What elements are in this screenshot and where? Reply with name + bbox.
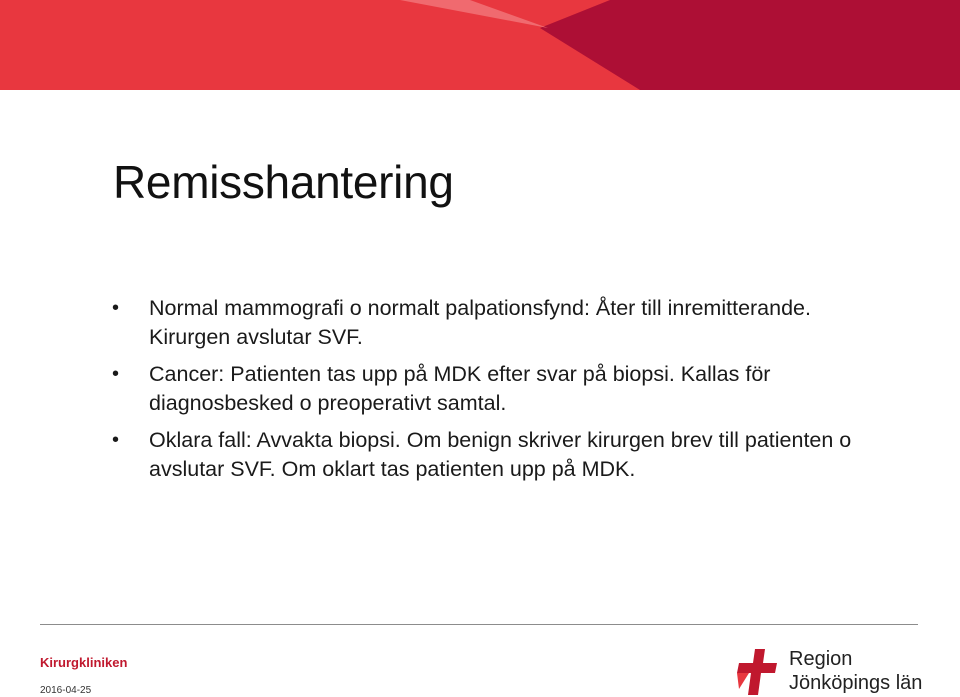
footer-divider — [40, 624, 918, 625]
bullet-item — [112, 294, 872, 352]
bullet-dot: • — [112, 297, 120, 319]
bullet-dot: • — [112, 363, 120, 385]
logo-text-region: Region — [789, 648, 853, 670]
bullet-text: Oklara fall: Avvakta biopsi. Om benign skriver kirurgen brev till patienten o avslutar SVF. Om oklart tas patienten upp på MDK. — [149, 428, 852, 481]
logo-text-county: Jönköpings län — [789, 672, 923, 694]
slide-title: Remisshantering — [113, 156, 454, 208]
red-cross-icon — [735, 649, 783, 695]
bullet-item — [112, 360, 872, 418]
bullet-item — [112, 426, 872, 484]
region-logo — [735, 647, 935, 697]
bullet-text: Cancer: Patienten tas upp på MDK efter svar på biopsi. Kallas för diagnosbesked o preoperativt samtal. — [149, 362, 771, 415]
bullet-dot: • — [112, 429, 120, 451]
bullet-text: Normal mammografi o normalt palpationsfynd: Åter till inremitterande. Kirurgen avslutar SVF. — [149, 296, 811, 349]
header-banner — [0, 0, 960, 90]
date-label: 2016-04-25 — [40, 685, 92, 696]
bullet-list — [112, 294, 872, 492]
department-label: Kirurgkliniken — [40, 655, 128, 670]
